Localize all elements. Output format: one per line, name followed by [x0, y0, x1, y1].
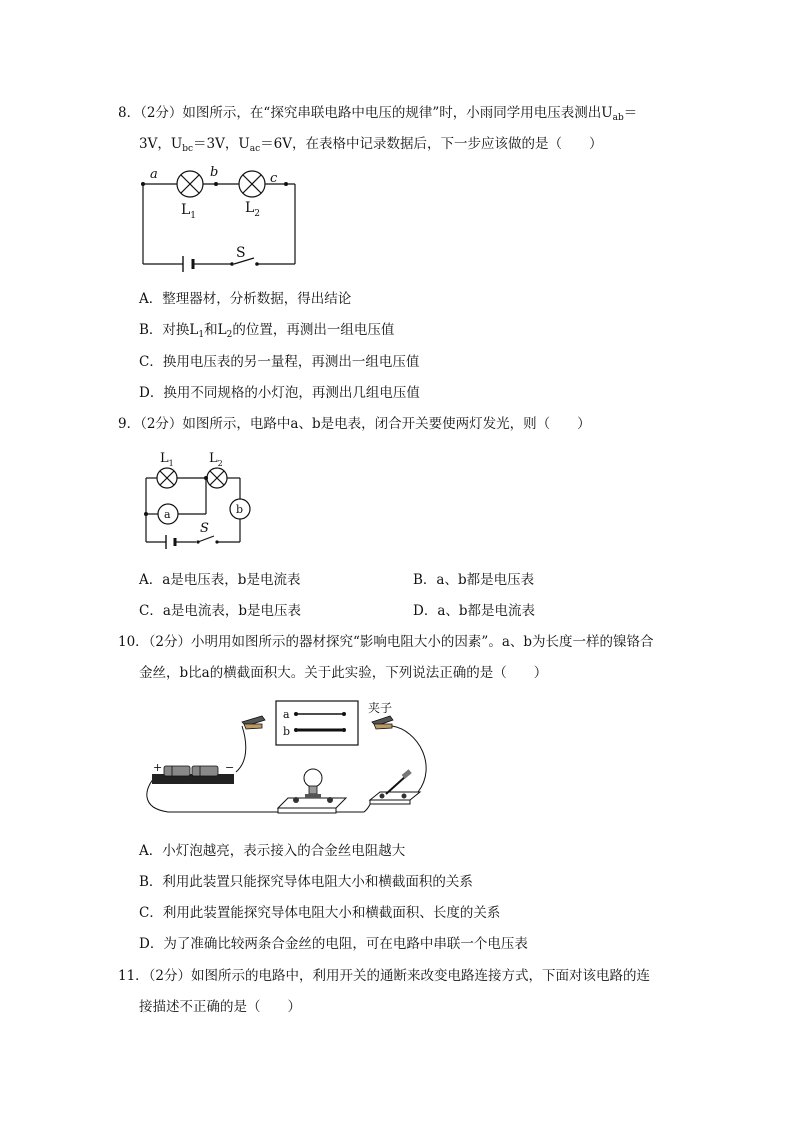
- q8-option-a[interactable]: A．整理器材，分析数据，得出结论: [139, 291, 352, 307]
- q10-stem-line1: 10．（2分）小明用如图所示的器材探究“影响电阻大小的因素”。a、b为长度一样的镍铬合: [118, 634, 654, 650]
- q8-option-d[interactable]: D．换用不同规格的小灯泡，再测出几组电压值: [139, 385, 420, 401]
- q9-option-d[interactable]: D．a、b都是电流表: [413, 603, 536, 619]
- q9-meter-b: b: [236, 503, 244, 516]
- q10-apparatus-diagram: [138, 696, 438, 828]
- q9-label-L2: $L_2$: [209, 451, 223, 468]
- battery-minus-label: −: [225, 761, 235, 774]
- q10-clip-label: 夹子: [368, 701, 393, 715]
- left-clip-icon: [242, 716, 265, 729]
- knife-switch-icon: [370, 769, 420, 804]
- q8-stem-line2: 3V，$U_{bc}=3V$，$U_{ac}=6V$，在表格中记录数据后，下一步应该做的是（ ）: [139, 136, 603, 154]
- q9-circuit-diagram: [138, 446, 256, 554]
- q10-option-b[interactable]: B．利用此装置只能探究导体电阻大小和横截面积的关系: [139, 874, 473, 890]
- q8-option-b[interactable]: B．对换$L_1$和$L_2$的位置，再测出一组电压值: [139, 322, 395, 340]
- q8-option-c[interactable]: C．换用电压表的另一量程，再测出一组电压值: [139, 354, 420, 370]
- q10-option-d[interactable]: D．为了准确比较两条合金丝的电阻，可在电路中串联一个电压表: [139, 936, 528, 952]
- q8-point-b: b: [210, 165, 219, 180]
- q8-label-L1: $L_1$: [181, 202, 197, 221]
- q10-stem-line2: 金丝，b比a的横截面积大。关于此实验，下列说法正确的是（ ）: [139, 665, 548, 681]
- right-clip-icon: [372, 716, 393, 729]
- q10-option-a[interactable]: A．小灯泡越亮，表示接入的合金丝电阻越大: [139, 843, 406, 859]
- q11-stem-line2: 接描述不正确的是（ ）: [139, 999, 301, 1015]
- lamp-on-stand-icon: [278, 769, 346, 813]
- q10-wire-b-label: b: [283, 725, 291, 738]
- q8-point-a: a: [150, 167, 158, 182]
- q8-point-c: c: [270, 171, 278, 186]
- q8-circuit-diagram: [136, 164, 306, 272]
- q9-option-b[interactable]: B．a、b都是电压表: [413, 572, 535, 588]
- q8-stem-line1: 8．（2分）如图所示，在“探究串联电路中电压的规律”时，小雨同学用电压表测出$U_{ab}=$: [118, 105, 638, 123]
- q10-option-c[interactable]: C．利用此装置能探究导体电阻大小和横截面积、长度的关系: [139, 905, 501, 921]
- q9-meter-a: a: [164, 508, 171, 521]
- q9-option-a[interactable]: A．a是电压表，b是电流表: [139, 572, 301, 588]
- battery-plus-label: +: [153, 761, 163, 774]
- q11-stem-line1: 11．（2分）如图所示的电路中，利用开关的通断来改变电路连接方式，下面对该电路的连: [118, 968, 651, 984]
- q8-label-S: S: [236, 245, 246, 261]
- q8-label-L2: $L_2$: [245, 200, 261, 219]
- q9-option-c[interactable]: C．a是电流表，b是电压表: [139, 603, 302, 619]
- q9-stem: 9．（2分）如图所示，电路中a、b是电表，闭合开关要使两灯发光，则（ ）: [118, 416, 591, 432]
- q9-label-S: S: [200, 521, 209, 536]
- q10-wire-a-label: a: [283, 708, 290, 721]
- q9-label-L1: $L_1$: [160, 451, 174, 468]
- battery-box-icon: [152, 761, 234, 784]
